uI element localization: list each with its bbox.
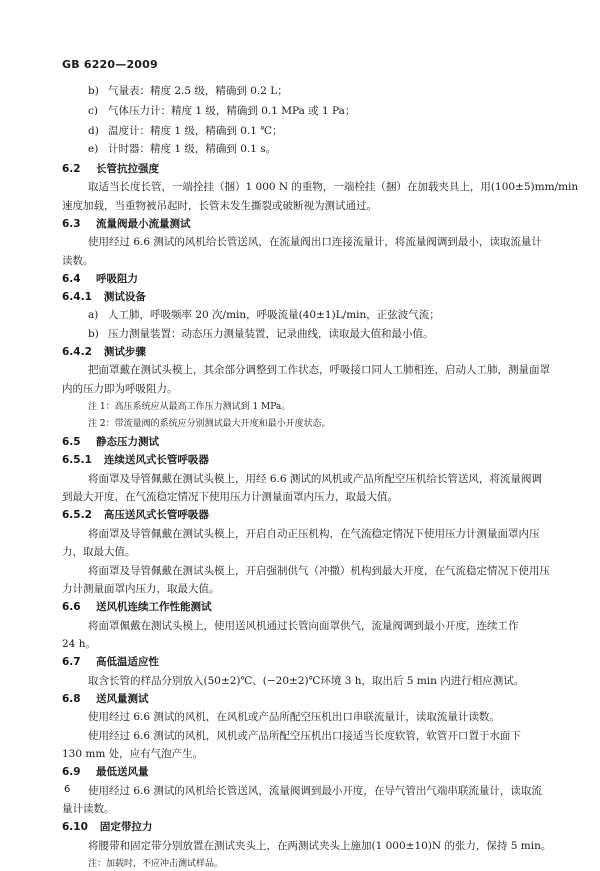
paragraph-line: 使用经过 6.6 测试的风机给长管送风，流量阀调到最小开度，在导气管出气端串联流量计，读取流 xyxy=(88,785,542,797)
section-heading-6-5-1: 6.5.1 连续送风式长管呼吸器 xyxy=(62,454,209,466)
standard-code-header xyxy=(62,58,158,71)
section-heading-6-3: 6.3 流量阀最小流量测试 xyxy=(62,218,191,230)
paragraph-line: 将面罩佩戴在测试头模上，使用送风机通过长管向面罩供气，流量阀调到最小开度，连续工作 xyxy=(88,620,519,632)
paragraph-line: 量计读数。 xyxy=(62,803,115,815)
paragraph-line: 将面罩及导管佩戴在测试头模上，用经 6.6 测试的风机或产品所配空压机给长管送风，将流量阀调 xyxy=(88,473,542,485)
list-item: b) 气量表：精度 2.5 级，精确到 0.2 L； xyxy=(88,85,288,97)
section-heading-6-2: 6.2 长管抗拉强度 xyxy=(62,163,159,175)
section-heading-6-9: 6.9 最低送风量 xyxy=(62,766,149,778)
paragraph-line: 力计测量面罩内压力，取最大值。 xyxy=(62,583,220,595)
paragraph-line: 取含长管的样品分别放入(50±2)℃、(−20±2)℃环境 3 h，取出后 5 min 内进行相应测试。 xyxy=(88,675,525,687)
list-item: d) 温度计：精度 1 级，精确到 0.1 ℃； xyxy=(88,125,283,137)
paragraph-line: 使用经过 6.6 测试的风机给长管送风，在流量阀出口连接流量计，将流量阀调到最小，读取流量计 xyxy=(88,236,542,248)
section-heading-6-4-1: 6.4.1 测试设备 xyxy=(62,291,146,303)
note-line: 注：加载时，不应冲击测试样品。 xyxy=(88,859,224,869)
page-number: 6 xyxy=(64,784,71,795)
paragraph-line: 力，取最大值。 xyxy=(62,546,136,558)
section-heading-6-6: 6.6 送风机连续工作性能测试 xyxy=(62,601,212,613)
section-heading-6-4: 6.4 呼吸阻力 xyxy=(62,273,138,285)
paragraph-line: 到最大开度，在气流稳定情况下使用压力计测量面罩内压力，取最大值。 xyxy=(62,491,398,503)
list-item: b) 压力测量装置：动态压力测量装置，记录曲线，读取最大值和最小值。 xyxy=(88,328,434,340)
paragraph-line: 将腰带和固定带分别放置在测试夹头上，在两测试夹头上施加(1 000±10)N 的张力，保持 5 min。 xyxy=(88,840,552,852)
paragraph-line: 将面罩及导管佩戴在测试头模上，开启强制供气（冲撒）机构到最大开度，在气流稳定情况下使用压 xyxy=(88,565,550,577)
list-item: a) 人工肺，呼吸频率 20 次/min，呼吸流量(40±1)L/min，正弦波气流； xyxy=(88,309,440,321)
section-heading-6-5: 6.5 静态压力测试 xyxy=(62,436,159,448)
paragraph-line: 读数。 xyxy=(62,255,94,267)
paragraph-line: 速度加载，当重物被吊起时，长管未发生撕裂或破断视为测试通过。 xyxy=(62,200,377,212)
section-heading-6-5-2: 6.5.2 高压送风式长管呼吸器 xyxy=(62,509,209,521)
paragraph-line: 把面罩戴在测试头模上，其余部分调整到工作状态，呼吸接口同人工肺相连，启动人工肺，测量面罩 xyxy=(88,364,550,376)
note-line: 注 2：带流量阀的系统应分别测试最大开度和最小开度状态。 xyxy=(88,419,331,429)
section-heading-6-8: 6.8 送风量测试 xyxy=(62,693,149,705)
note-line: 注 1：高压系统应从最高工作压力测试到 1 MPa。 xyxy=(88,402,291,412)
list-item: c) 气体压力计：精度 1 级，精确到 0.1 MPa 或 1 Pa； xyxy=(88,105,356,117)
paragraph-line: 使用经过 6.6 测试的风机，风机或产品所配空压机出口接适当长度软管，软管开口置于水面下 xyxy=(88,730,521,742)
paragraph-line: 取适当长度长管，一端拴挂（捆）1 000 N 的重物，一端栓挂（捆）在加载夹具上，用(100±5)mm/min xyxy=(88,181,579,193)
section-heading-6-4-2: 6.4.2 测试步骤 xyxy=(62,346,146,358)
paragraph-line: 130 mm 处，应有气泡产生。 xyxy=(62,748,204,760)
section-heading-6-10: 6.10 固定带拉力 xyxy=(62,821,153,833)
standard-code: GB 6220—2009 xyxy=(62,58,158,71)
section-heading-6-7: 6.7 高低温适应性 xyxy=(62,656,159,668)
list-item: e) 计时器：精度 1 级，精确到 0.1 s。 xyxy=(88,143,277,155)
paragraph-line: 内的压力即为呼吸阻力。 xyxy=(62,383,178,395)
paragraph-line: 24 h。 xyxy=(62,638,96,650)
paragraph-line: 使用经过 6.6 测试的风机，在风机或产品所配空压机出口串联流量计，读取流量计读数。 xyxy=(88,711,500,723)
paragraph-line: 将面罩及导管佩戴在测试头模上，开启自动正压机构，在气流稳定情况下使用压力计测量面罩内压 xyxy=(88,528,540,540)
